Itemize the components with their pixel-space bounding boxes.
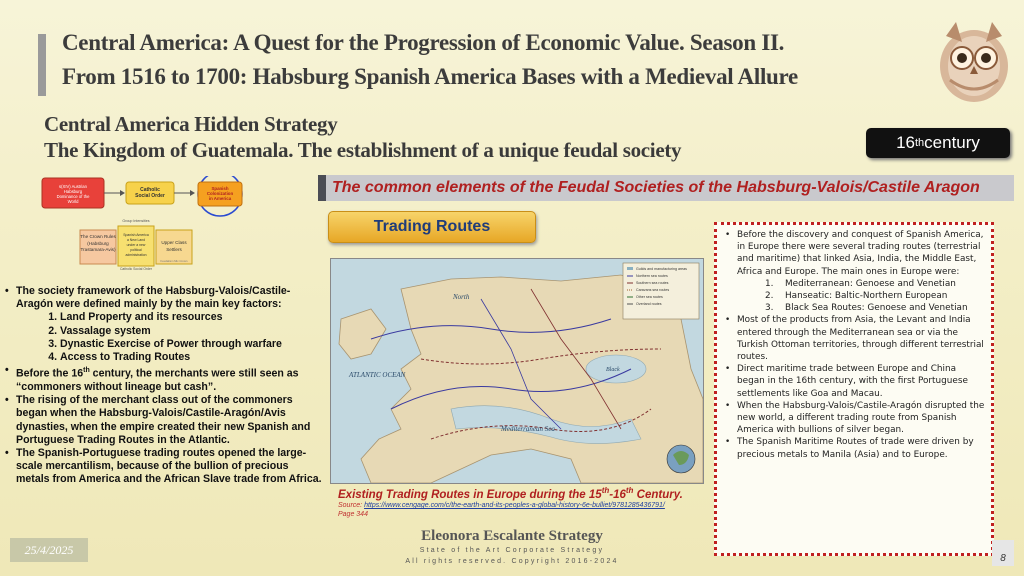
trading-routes-button[interactable]: Trading Routes [328, 211, 536, 243]
map-label-black: Black [606, 367, 620, 373]
note-bullet: • Before the discovery and conquest of Spanish America, in Europe there were several trading routes (terrestrial and maritime) that linked Asia, India, the Middle East, Africa and Europe. The main ones in Europe were: [721, 229, 985, 278]
route-item: 2. Hanseatic: Baltic-Northern European [765, 291, 948, 302]
diagram-box-settlers-text: Upper Class Settlers [161, 240, 187, 252]
century-suffix: th [914, 137, 925, 149]
society-framework-text [4, 285, 322, 487]
route-item: 1. Mediterranean: Genoese and Venetian [765, 278, 956, 289]
note-bullet: • Direct maritime trade between Europe and China began in the 16th century, with the first Portuguese settlements like Goa and Macau. [721, 363, 985, 400]
century-badge [866, 128, 1010, 158]
source-page: Page 344 [338, 511, 368, 518]
note-bullet: • When the Habsburg-Valois/Castile-Aragón disrupted the new world, a different trading route from Spanish America with bullions of silver began. [721, 400, 985, 437]
map-source: Source: https://www.cengage.com/c/the-earth-and-its-peoples-a-global-history-6e-bulliet/9781285436791/ Page 344 [338, 502, 665, 518]
factor-item: 3. Dynastic Exercise of Power through warfare [60, 338, 322, 351]
society-framework-diagram [40, 176, 314, 272]
map-legend-item: Overland routes [636, 302, 662, 306]
date-badge: 25/4/2025 [10, 538, 88, 562]
page-number: 8 [992, 540, 1014, 566]
diagram-box-colonization-text: Spanish Colonization in America [206, 186, 234, 201]
section-title: Central America Hidden Strategy [44, 112, 338, 136]
diagram-box-crown-text: The Crown Rules (Habsburg Trastamara-Avis) [80, 234, 116, 252]
factor-item: 2. Vassalage system [60, 325, 322, 338]
map-legend-item: Caravans sea routes [636, 288, 670, 292]
section-subtitle: The Kingdom of Guatemala. The establishment of a unique feudal society [44, 138, 682, 162]
owl-logo-icon [928, 14, 1020, 106]
map-legend-item: Other sea routes [636, 295, 663, 299]
left-bullet-intro: • The society framework of the Habsburg-Valois/Castile-Aragón were defined mainly by the main key factors: 1. Land Property and its resources 2. Vassalage system 3. Dynastic Exercise of Power through warfare 4. Access to Trading Routes [4, 285, 322, 364]
map-caption: Existing Trading Routes in Europe during the 15th-16th Century. [338, 486, 683, 501]
map-label-sea: Mediterranean Sea [501, 425, 555, 433]
diagram-label-bottom: Catholic Social Order [119, 267, 153, 271]
diagram-box-catholic-text: Catholic Social Order [135, 187, 165, 199]
diagram-box-habsburg-text: s(XIV) Austrian Habsburg Dominance of the World [56, 184, 90, 204]
diagram-box-newland-text: Spanish America a New Land under a new political administration [123, 233, 149, 257]
source-link[interactable]: https://www.cengage.com/c/the-earth-and-its-peoples-a-global-history-6e-bulliet/9781285436791/ [364, 502, 665, 509]
left-bullet-mercantilism: • The Spanish-Portuguese trading routes opened the large-scale mercantilism, because of the bullion of precious metals from America and the African Slave trade from Africa. [4, 447, 322, 487]
century-word: century [924, 133, 980, 152]
footer-tagline: State of the Art Corporate Strategy [419, 547, 605, 554]
map-legend-item: Guilds and manufacturing areas [636, 267, 687, 271]
feudal-elements-banner: The common elements of the Feudal Societies of the Habsburg-Valois/Castile Aragon [318, 175, 1014, 201]
footer-copyright: All rights reserved. Copyright 2016-2024 [405, 558, 619, 565]
note-bullet: • The Spanish Maritime Routes of trade were driven by precious metals to Manila (Asia) and to Europe. [721, 436, 985, 460]
page-title-line1: Central America: A Quest for the Progression of Economic Value. Season II. [62, 30, 785, 55]
page-title-line2: From 1516 to 1700: Habsburg Spanish America Bases with a Medieval Allure [62, 64, 798, 89]
diagram-label-right: Feudalism Mix Crown [160, 259, 188, 263]
map-legend-item: Southern sea routes [636, 281, 669, 285]
trading-routes-notes [714, 222, 994, 556]
century-number: 16 [896, 133, 915, 152]
diagram-label-top: Group Intensities [122, 219, 150, 223]
route-item: 3. Black Sea Routes: Genoese and Venetian [765, 303, 968, 314]
map-label-ocean: ATLANTIC OCEAN [349, 371, 406, 379]
factor-item: 1. Land Property and its resources [60, 311, 322, 324]
factor-item: 4. Access to Trading Routes [60, 351, 322, 364]
map-label-north: North [453, 293, 470, 301]
footer-brand: Eleonora Escalante Strategy [421, 528, 603, 544]
trading-routes-map [330, 258, 704, 484]
left-bullet-rising: • The rising of the merchant class out of the commoners began when the Habsburg-Valois/Castile-Aragón/Avis dynasties, when the empire created their new Spanish and Portuguese Trading Routes in the Atlantic. [4, 394, 322, 447]
map-legend-item: Northern sea routes [636, 274, 668, 278]
title-accent-bar [38, 34, 46, 96]
note-bullet: • Most of the products from Asia, the Levant and India entered through the Mediterranean sea or via the Turkish Ottoman territories, through different terrestrial routes. [721, 314, 985, 363]
left-bullet-merchants: • Before the 16th century, the merchants were still seen as “commoners without lineage but cash”. [4, 364, 322, 394]
